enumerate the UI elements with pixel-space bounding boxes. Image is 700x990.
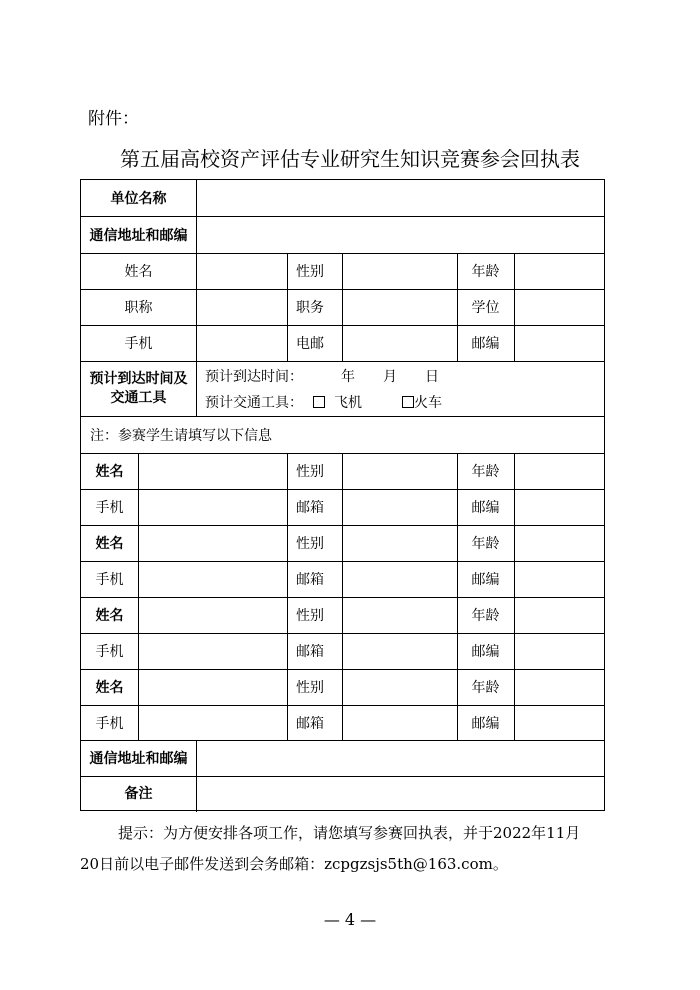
address-postcode-label: 通信地址和邮编 bbox=[89, 227, 188, 244]
attachment-label: 附件： bbox=[88, 109, 139, 129]
train-option-label: 火车 bbox=[414, 395, 442, 411]
contact-postcode-field[interactable] bbox=[515, 326, 603, 360]
col-divider bbox=[196, 361, 197, 416]
student-phone-label: 手机 bbox=[95, 644, 124, 660]
contact-name-label: 姓名 bbox=[124, 264, 153, 280]
form-title: 第五届高校资产评估专业研究生知识竞赛参会回执表 bbox=[120, 147, 580, 171]
contact-title-field[interactable] bbox=[197, 290, 286, 324]
student-postcode-label: 邮编 bbox=[471, 500, 500, 516]
remarks-field[interactable] bbox=[197, 777, 602, 809]
contact-gender-field[interactable] bbox=[343, 254, 456, 288]
arrival-transport-label bbox=[81, 361, 196, 416]
student-email-label: 邮箱 bbox=[296, 716, 324, 732]
student-postcode-field[interactable] bbox=[515, 706, 603, 740]
student-age-label: 年龄 bbox=[471, 608, 500, 624]
student-note: 注：参赛学生请填写以下信息 bbox=[90, 427, 272, 444]
day-label: 日 bbox=[425, 369, 439, 385]
arrival-time-label: 预计到达时间： bbox=[205, 369, 303, 385]
student-name-label: 姓名 bbox=[95, 536, 124, 552]
student-email-label: 邮箱 bbox=[296, 644, 324, 660]
student-phone-label: 手机 bbox=[95, 716, 124, 732]
train-checkbox[interactable] bbox=[402, 396, 414, 408]
address-postcode-field[interactable] bbox=[197, 217, 602, 252]
student-name-field[interactable] bbox=[139, 670, 286, 704]
student-postcode-field[interactable] bbox=[515, 634, 603, 668]
student-phone-label: 手机 bbox=[95, 500, 124, 516]
student-name-label: 姓名 bbox=[95, 680, 124, 696]
contact-phone-field[interactable] bbox=[197, 326, 286, 360]
student-email-field[interactable] bbox=[343, 562, 456, 596]
student-age-label: 年龄 bbox=[471, 464, 500, 480]
transport-line bbox=[205, 390, 600, 414]
student-postcode-label: 邮编 bbox=[471, 644, 500, 660]
contact-position-label: 职务 bbox=[296, 300, 324, 316]
registration-form-table bbox=[80, 179, 605, 811]
contact-name-field[interactable] bbox=[197, 254, 286, 288]
student-age-field[interactable] bbox=[515, 454, 603, 488]
unit-name-label: 单位名称 bbox=[110, 191, 167, 207]
unit-name-field[interactable] bbox=[197, 181, 602, 215]
student-email-field[interactable] bbox=[343, 706, 456, 740]
student-phone-field[interactable] bbox=[139, 562, 286, 596]
submission-tip bbox=[80, 818, 628, 880]
student-gender-label: 性别 bbox=[296, 680, 324, 696]
transport-label: 预计交通工具： bbox=[205, 395, 303, 411]
remarks-label: 备注 bbox=[124, 786, 153, 802]
arrival-time-line bbox=[205, 364, 600, 388]
student-gender-field[interactable] bbox=[343, 526, 456, 560]
contact-age-label: 年龄 bbox=[471, 264, 500, 280]
student-phone-field[interactable] bbox=[139, 706, 286, 740]
student-name-label: 姓名 bbox=[95, 608, 124, 624]
contact-gender-label: 性别 bbox=[296, 264, 324, 280]
month-label: 月 bbox=[383, 369, 397, 385]
contact-position-field[interactable] bbox=[343, 290, 456, 324]
student-name-field[interactable] bbox=[139, 598, 286, 632]
student-name-field[interactable] bbox=[139, 526, 286, 560]
student-age-field[interactable] bbox=[515, 526, 603, 560]
page-number: — 4 — bbox=[323, 910, 377, 929]
arrival-label-line2: 交通工具 bbox=[110, 389, 167, 406]
student-postcode-field[interactable] bbox=[515, 562, 603, 596]
plane-option-label: 飞机 bbox=[334, 395, 362, 411]
student-gender-field[interactable] bbox=[343, 454, 456, 488]
student-gender-label: 性别 bbox=[296, 464, 324, 480]
contact-title-label: 职称 bbox=[124, 300, 153, 316]
student-age-field[interactable] bbox=[515, 670, 603, 704]
tip-line-1: 提示：为方便安排各项工作，请您填写参赛回执表，并于2022年11月 bbox=[118, 824, 581, 842]
contact-degree-label: 学位 bbox=[471, 300, 500, 316]
contact-age-field[interactable] bbox=[515, 254, 603, 288]
bottom-address-postcode-label: 通信地址和邮编 bbox=[89, 751, 188, 767]
contact-degree-field[interactable] bbox=[515, 290, 603, 324]
student-name-label: 姓名 bbox=[95, 464, 124, 480]
student-name-field[interactable] bbox=[139, 454, 286, 488]
student-age-field[interactable] bbox=[515, 598, 603, 632]
student-postcode-label: 邮编 bbox=[471, 572, 500, 588]
contact-phone-label: 手机 bbox=[124, 336, 153, 352]
student-postcode-label: 邮编 bbox=[471, 716, 500, 732]
student-postcode-field[interactable] bbox=[515, 490, 603, 524]
year-label: 年 bbox=[341, 369, 355, 385]
student-age-label: 年龄 bbox=[471, 680, 500, 696]
contact-email-field[interactable] bbox=[343, 326, 456, 360]
student-gender-field[interactable] bbox=[343, 670, 456, 704]
bottom-address-postcode-field[interactable] bbox=[197, 741, 602, 775]
student-gender-label: 性别 bbox=[296, 536, 324, 552]
student-email-label: 邮箱 bbox=[296, 572, 324, 588]
arrival-label-line1: 预计到达时间及 bbox=[89, 370, 188, 387]
student-email-field[interactable] bbox=[343, 490, 456, 524]
contact-email-label: 电邮 bbox=[296, 336, 324, 352]
tip-line-2: 20日前以电子邮件发送到会务邮箱：zcpgzsjs5th@163.com。 bbox=[80, 855, 508, 873]
plane-checkbox[interactable] bbox=[313, 396, 325, 408]
student-email-label: 邮箱 bbox=[296, 500, 324, 516]
student-gender-field[interactable] bbox=[343, 598, 456, 632]
student-gender-label: 性别 bbox=[296, 608, 324, 624]
student-phone-label: 手机 bbox=[95, 572, 124, 588]
student-age-label: 年龄 bbox=[471, 536, 500, 552]
student-email-field[interactable] bbox=[343, 634, 456, 668]
contact-postcode-label: 邮编 bbox=[471, 336, 500, 352]
student-phone-field[interactable] bbox=[139, 490, 286, 524]
student-phone-field[interactable] bbox=[139, 634, 286, 668]
